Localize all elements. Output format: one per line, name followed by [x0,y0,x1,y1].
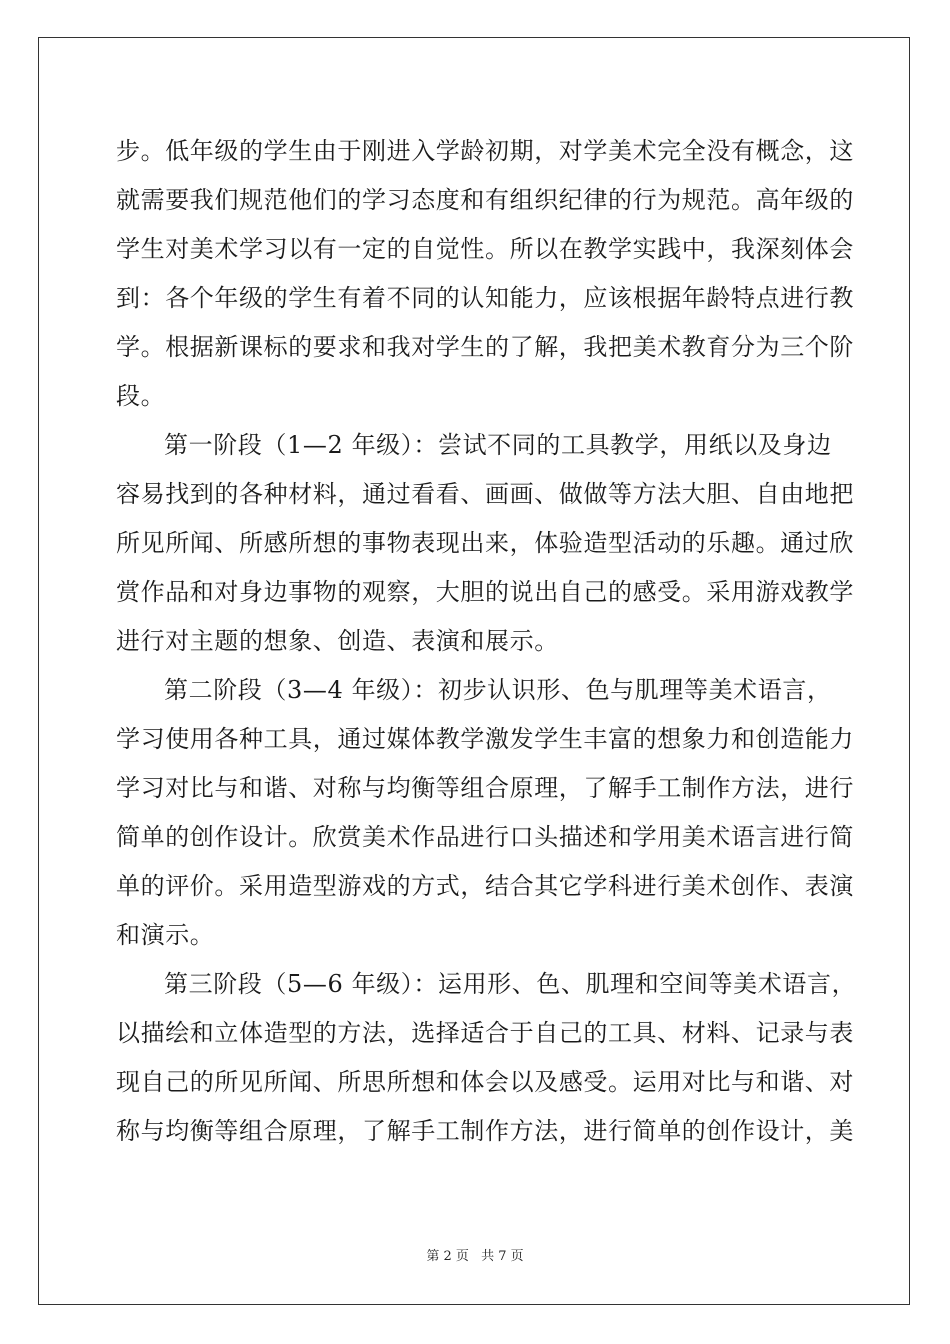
text-line: 第三阶段（5—6 年级）：运用形、色、肌理和空间等美术语言， [164,970,857,998]
text-line: 以描绘和立体造型的方法，选择适合于自己的工具、材料、记录与表 [116,1019,854,1047]
text-line: 所见所闻、所感所想的事物表现出来，体验造型活动的乐趣。通过欣 [116,529,854,557]
text-line: 就需要我们规范他们的学习态度和有组织纪律的行为规范。高年级的 [116,186,854,214]
paragraph-stage-three [116,960,857,1156]
text-line: 容易找到的各种材料，通过看看、画画、做做等方法大胆、自由地把 [116,480,854,508]
text-line: 现自己的所见所闻、所思所想和体会以及感受。运用对比与和谐、对 [116,1068,854,1096]
text-line: 步。低年级的学生由于刚进入学龄初期，对学美术完全没有概念，这 [116,137,854,165]
text-line: 学习对比与和谐、对称与均衡等组合原理，了解手工制作方法，进行 [116,774,854,802]
paragraph-intro [116,127,854,421]
text-line: 段。 [116,382,166,410]
text-line: 第二阶段（3—4 年级）：初步认识形、色与肌理等美术语言， [164,676,832,704]
document-body [116,127,857,1156]
text-line: 简单的创作设计。欣赏美术作品进行口头描述和学用美术语言进行简 [116,823,854,851]
text-line: 学习使用各种工具，通过媒体教学激发学生丰富的想象力和创造能力 [116,725,854,753]
paragraph-stage-two [116,666,854,960]
text-line: 单的评价。采用造型游戏的方式，结合其它学科进行美术创作、表演 [116,872,854,900]
text-line: 第一阶段（1—2 年级）：尝试不同的工具教学，用纸以及身边 [164,431,832,459]
page-footer [0,1245,950,1264]
text-line: 进行对主题的想象、创造、表演和展示。 [116,627,559,655]
page-total: 共 7 页 [481,1249,524,1264]
text-line: 赏作品和对身边事物的观察，大胆的说出自己的感受。采用游戏教学 [116,578,854,606]
text-line: 到：各个年级的学生有着不同的认知能力，应该根据年龄特点进行教 [116,284,854,312]
text-line: 学。根据新课标的要求和我对学生的了解，我把美术教育分为三个阶 [116,333,854,361]
paragraph-stage-one [116,421,854,666]
text-line: 称与均衡等组合原理，了解手工制作方法，进行简单的创作设计，美 [116,1117,854,1145]
page-number: 第 2 页 [426,1249,469,1264]
text-line: 学生对美术学习以有一定的自觉性。所以在教学实践中，我深刻体会 [116,235,854,263]
text-line: 和演示。 [116,921,215,949]
